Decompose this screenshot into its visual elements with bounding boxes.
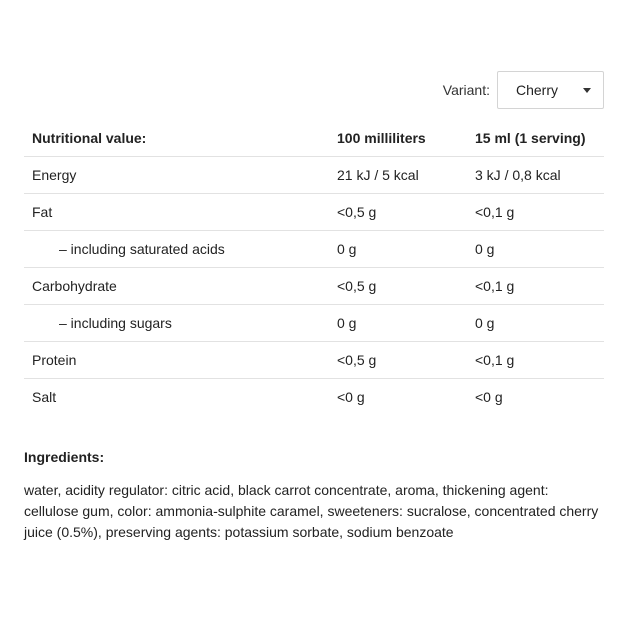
nutrition-table — [24, 120, 604, 415]
nutrient-name: Carbohydrate — [24, 268, 337, 305]
table-row — [24, 268, 604, 305]
value-per-100ml: <0 g — [337, 389, 365, 405]
header-nutritional-value: Nutritional value: — [24, 120, 337, 157]
table-header-row — [24, 120, 604, 157]
value-per-serving: 0 g — [475, 231, 604, 268]
value-per-serving: 0 g — [475, 305, 604, 342]
value-per-100ml: 0 g — [337, 231, 475, 268]
variant-label: Variant: — [442, 82, 490, 98]
table-row — [24, 342, 604, 379]
variant-dropdown[interactable] — [497, 71, 604, 109]
nutrient-name: Energy — [24, 157, 337, 194]
table-row — [24, 231, 604, 268]
value-per-100ml: <0,5 g — [337, 268, 475, 305]
nutrient-name: Salt — [32, 389, 57, 405]
header-per-serving: 15 ml (1 serving) — [475, 120, 604, 157]
value-per-100ml: 0 g — [337, 305, 475, 342]
table-row — [24, 305, 604, 342]
value-per-100ml: <0,5 g — [337, 342, 475, 379]
value-per-serving: 3 kJ / 0,8 kcal — [475, 157, 604, 194]
variant-selected-value: Cherry — [516, 82, 559, 98]
nutrient-name: – including saturated acids — [24, 231, 337, 268]
nutrient-name: – including sugars — [24, 305, 337, 342]
table-row — [24, 194, 604, 231]
value-per-serving: <0,1 g — [475, 268, 604, 305]
table-row — [24, 379, 604, 416]
ingredients-text: water, acidity regulator: citric acid, black carrot concentrate, aroma, thickening agent: cellulose gum, color: ammonia-sulphite caramel, sweeteners: sucralose, concentrated cherry juice (0.5%), preserving agents: potassium sorbate, sodium benzoate — [24, 482, 599, 540]
value-per-serving: <0,1 g — [475, 342, 604, 379]
value-per-100ml: <0,5 g — [337, 194, 475, 231]
nutrient-name: Fat — [24, 194, 337, 231]
value-per-serving: <0,1 g — [475, 194, 604, 231]
value-per-100ml: 21 kJ / 5 kcal — [337, 157, 475, 194]
nutrient-name: Protein — [24, 342, 337, 379]
value-per-serving: <0 g — [475, 389, 503, 405]
ingredients-title: Ingredients: — [24, 449, 105, 465]
caret-down-icon — [583, 88, 591, 93]
header-per-100ml: 100 milliliters — [337, 120, 475, 157]
table-row — [24, 157, 604, 194]
variant-selector — [443, 71, 604, 109]
